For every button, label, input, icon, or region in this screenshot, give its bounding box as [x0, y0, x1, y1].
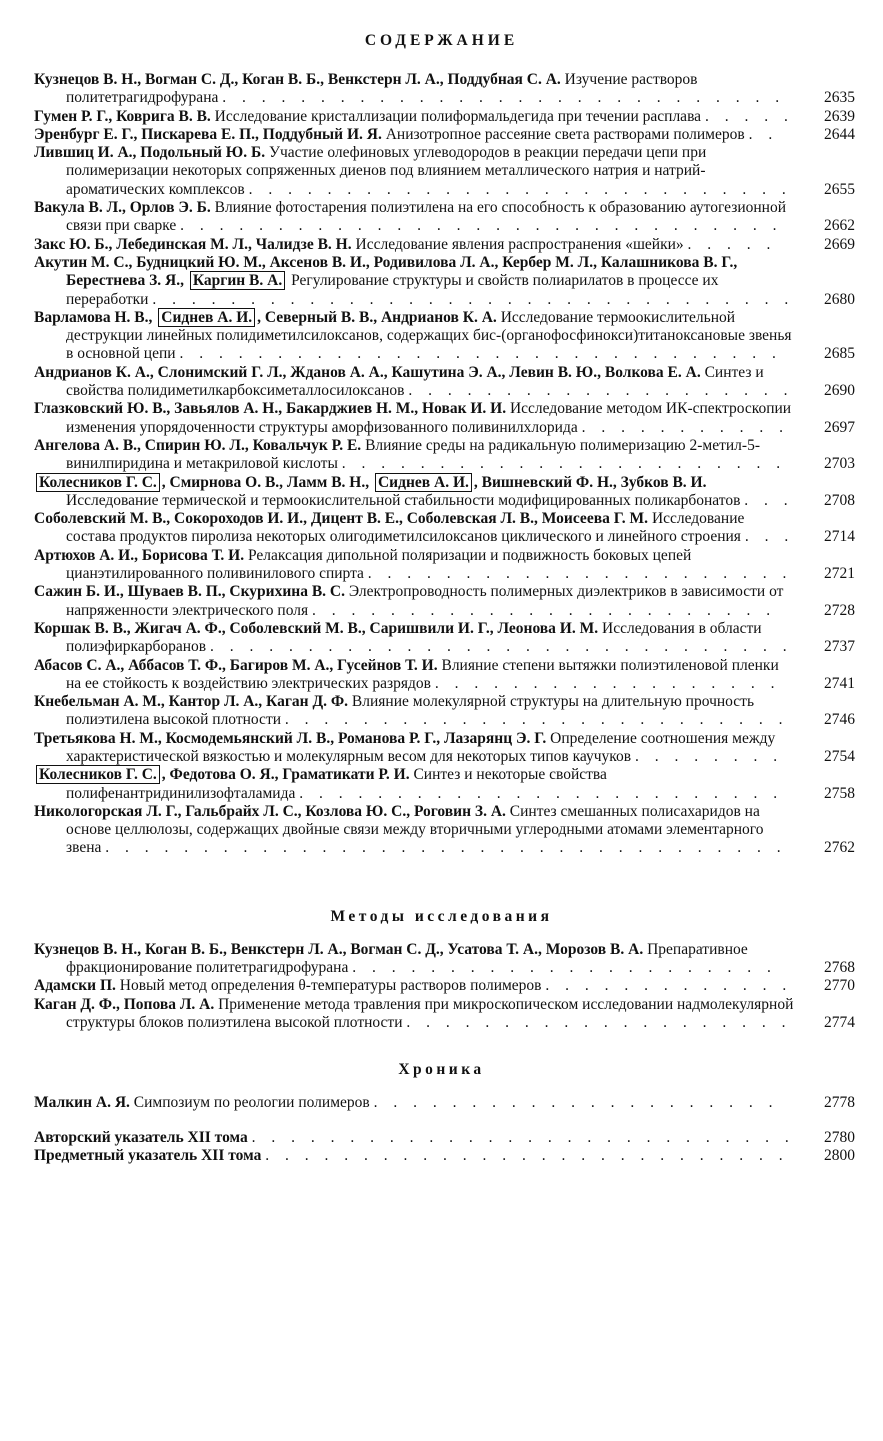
leader-dots: . . . . . . . . . . . . . . . . . . . . — [408, 382, 794, 400]
entry-authors: , Северный В. В., Андрианов К. А. — [257, 308, 497, 326]
page-number: 2655 — [824, 180, 855, 198]
entry-authors: Глазковский Ю. В., Завьялов А. Н., Бакарджиев Н. М., Новак И. И. — [34, 400, 507, 418]
leader-dots: . . . . . . . . . . . . . . . . . . . . . . . . . . . . . — [222, 89, 786, 107]
indexes-list — [34, 1129, 855, 1166]
leader-dots: . . . . . . . . . . . . . . . . . . . . . . — [367, 565, 793, 583]
page-number: 2703 — [824, 455, 855, 473]
leader-dots: . . . . . . . . . . . . . . . . . . . . . . . . . . . — [265, 1146, 789, 1164]
entry-authors: Гумен Р. Г., Коврига В. В. — [34, 107, 211, 125]
entry-authors: Сажин Б. И., Шуваев В. П., Скурихина В. С. — [34, 583, 345, 601]
entry-title: Синтез смешанных полисахаридов на основе целлюлозы, содержащих двойные связи между вторичными углеродными атомами элементарного звена — [66, 802, 764, 857]
contents-heading: СОДЕРЖАНИЕ — [364, 32, 519, 49]
toc-entry[interactable] — [34, 510, 855, 547]
toc-entry[interactable] — [34, 657, 855, 694]
entry-authors: Коршак В. В., Жигач А. Ф., Соболевский М. В., Саришвили И. Г., Леонова И. М. — [34, 619, 599, 637]
toc-entry[interactable] — [34, 254, 855, 309]
leader-dots: . . . . . . . . — [634, 747, 784, 765]
page-number: 2737 — [824, 638, 855, 656]
entry-title: Исследование состава продуктов пиролиза некоторых олигодиметилсилоксанов циклического и линейного строения — [66, 510, 745, 546]
toc-entry-text — [34, 510, 795, 547]
page-number: 2697 — [824, 418, 855, 436]
deceased-author-box: Каргин В. А. — [190, 271, 285, 290]
leader-dots: . . . . . — [687, 235, 777, 253]
entry-title: Влияние фотостарения полиэтилена на его способность к образованию аутогезионной связи при сварке — [66, 199, 787, 235]
page-number: 2758 — [824, 784, 855, 802]
page-number: 2721 — [824, 565, 855, 583]
toc-entry[interactable] — [34, 977, 855, 995]
entry-authors: Третьякова Н. М., Космодемьянский Л. В., Романова Р. Г., Лазарянц Э. Г. — [34, 729, 547, 747]
toc-entry-text — [34, 977, 795, 995]
entry-authors: Лившиц И. А., Подольный Ю. Б. — [34, 144, 266, 162]
leader-dots: . . . . . . . . . . . . . . . . . . . . — [406, 1013, 792, 1031]
entry-title: Электропроводность полимерных диэлектриков в зависимости от напряженности электрического поля — [66, 583, 784, 619]
entry-title: Анизотропное рассеяние света растворами полимеров — [385, 125, 745, 143]
page-number: 2635 — [824, 89, 855, 107]
entry-title: Релаксация дипольной поляризации и подвижность боковых цепей цианэтилированного поливинилового спирта — [66, 546, 692, 583]
toc-entry[interactable] — [34, 583, 855, 620]
toc-entry-text — [34, 71, 795, 108]
deceased-author-box: Сиднев А. И. — [158, 308, 255, 327]
toc-entry-text — [34, 547, 795, 584]
toc-entry[interactable] — [34, 400, 855, 437]
entry-title: Изучение растворов политетрагидрофурана — [66, 71, 698, 107]
entry-title: Исследование методом ИК-спектроскопии изменения упорядоченности структуры аморфизованного поливинилхлорида — [66, 400, 792, 436]
leader-dots: . . . . . . . . . . . . . . . . . . . . . . . . . . — [284, 711, 789, 729]
entry-title: Влияние степени вытяжки полиэтиленовой пленки на ее стойкость к воздействию электрических разрядов — [66, 656, 779, 692]
page-number: 2662 — [824, 217, 855, 235]
page-number: 2800 — [824, 1146, 855, 1164]
entry-title: Применение метода травления при микроскопическом исследовании надмолекулярной структуры блоков полиэтилена высокой плотности — [66, 995, 794, 1031]
entry-authors: , Федотова О. Я., Граматикати Р. И. — [161, 766, 410, 784]
toc-entry-text — [34, 437, 795, 474]
deceased-author-box: Колесников Г. С. — [36, 473, 160, 492]
toc-entry[interactable] — [34, 437, 855, 474]
deceased-author-box: Сиднев А. И. — [375, 473, 472, 492]
entry-title: Симпозиум по реологии полимеров — [133, 1094, 370, 1112]
toc-entry-text — [34, 766, 795, 803]
entry-title: Исследование кристаллизации полиформальдегида при течении расплава — [214, 107, 702, 125]
toc-entry[interactable] — [34, 108, 855, 126]
leader-dots: . . — [748, 125, 779, 143]
entry-authors: , Вишневский Ф. Н., Зубков В. И. — [473, 473, 707, 491]
entry-title: Определение соотношения между характеристической вязкостью и молекулярным весом для некоторых типов каучуков — [66, 729, 776, 765]
toc-entry[interactable] — [34, 620, 855, 657]
entry-title: Синтез и некоторые свойства полифенантридинилизофталамида — [66, 766, 607, 802]
toc-entry-text — [34, 1129, 795, 1147]
toc-entry[interactable] — [34, 474, 855, 511]
entry-authors: Соболевский М. В., Сокороходов И. И., Дицент В. Е., Соболевская Л. В., Моисеева Г. М. — [34, 510, 649, 528]
toc-entry-text — [34, 730, 795, 767]
toc-entry[interactable] — [34, 803, 855, 858]
chronicle-heading: Хроника — [398, 1061, 485, 1079]
chronicle-list — [34, 1094, 855, 1112]
entry-title: Влияние молекулярной структуры на длительную прочность полиэтилена высокой плотности — [66, 693, 755, 729]
page-number: 2762 — [824, 839, 855, 857]
toc-entry[interactable] — [34, 236, 855, 254]
leader-dots: . . . . . . . . . . . . . . . . . . . . . . . . . . . . . . . — [179, 345, 782, 363]
leader-dots: . . . — [744, 491, 794, 509]
leader-dots: . . . . . . . . . . . . . . . . . . . . . . . . . . . . — [248, 180, 792, 198]
page-number: 2768 — [824, 959, 855, 977]
entry-title: Влияние среды на радикальную полимеризацию 2-метил-5-винилпиридина и метакриловой кислоты — [66, 436, 760, 473]
entry-authors: Авторский указатель XII тома — [34, 1128, 248, 1146]
leader-dots: . . . . . . . . . . . . . . . . . . . . . . . — [341, 455, 787, 473]
page-number: 2778 — [824, 1094, 855, 1112]
page-number: 2780 — [824, 1128, 855, 1146]
page-number: 2690 — [824, 382, 855, 400]
entry-authors: Предметный указатель XII тома — [34, 1146, 262, 1164]
entry-authors: Акутин М. С., Будницкий Ю. М., Аксенов В. И., Родивилова Л. А., Кербер М. Л., Калашникова В. Г., Берестнева З. Я., — [34, 253, 738, 290]
toc-entry-text — [34, 996, 795, 1033]
entry-authors: Кнебельман А. М., Кантор Л. А., Каган Д. Ф. — [34, 693, 349, 711]
page-number: 2639 — [824, 107, 855, 125]
leader-dots: . . . . . . . . . . . . . . . . . . . . . . — [352, 959, 777, 977]
toc-entry[interactable] — [34, 766, 855, 803]
toc-entry-text — [34, 108, 795, 126]
entry-title: Исследования в области полиэфиркарборанов — [66, 619, 762, 656]
entry-authors: Артюхов А. И., Борисова Т. И. — [34, 546, 245, 564]
page-number: 2741 — [824, 674, 855, 692]
toc-entry-text — [34, 803, 795, 858]
toc-entry-text — [34, 693, 795, 730]
entry-authors: Адамски П. — [34, 977, 116, 995]
entry-authors: Ангелова А. В., Спирин Ю. Л., Ковальчук Р. Е. — [34, 436, 362, 454]
entry-authors: Малкин А. Я. — [34, 1094, 130, 1112]
toc-entry[interactable] — [34, 126, 855, 144]
toc-entry[interactable] — [34, 693, 855, 730]
entry-title: Синтез и свойства полидиметилкарбоксиметаллосилоксанов — [66, 363, 764, 400]
entry-authors: Вакула В. Л., Орлов Э. Б. — [34, 199, 211, 217]
entry-authors: Кузнецов В. Н., Вогман С. Д., Коган В. Б., Венкстерн Л. А., Поддубная С. А. — [34, 71, 561, 88]
contents-list — [34, 71, 855, 858]
page-number: 2728 — [824, 601, 855, 619]
leader-dots: . . . . . . . . . . . — [581, 418, 789, 436]
toc-entry[interactable] — [34, 1094, 855, 1112]
leader-dots: . . . . . — [704, 107, 794, 125]
page-number: 2685 — [824, 345, 855, 363]
toc-entry-text — [34, 199, 795, 236]
entry-authors: Каган Д. Ф., Попова Л. А. — [34, 995, 215, 1013]
toc-entry-text — [34, 400, 795, 437]
leader-dots: . . . . . . . . . . . . . . . . . . . . . . . . . . . . — [251, 1128, 795, 1146]
entry-authors: Эренбург Е. Г., Пискарева Е. П., Поддубный И. Я. — [34, 125, 382, 143]
toc-entry-text — [34, 236, 795, 254]
toc-entry-text — [34, 941, 795, 978]
page-number: 2708 — [824, 491, 855, 509]
entry-title: Новый метод определения θ-температуры растворов полимеров — [119, 977, 542, 995]
entry-authors: Никологорская Л. Г., Гальбрайх Л. С., Козлова Ю. С., Роговин З. А. — [34, 802, 506, 820]
deceased-author-box: Колесников Г. С. — [36, 765, 160, 784]
toc-entry-text — [34, 657, 795, 694]
toc-entry-text — [34, 1147, 795, 1165]
toc-entry[interactable] — [34, 547, 855, 584]
leader-dots: . . . . . . . . . . . . . . . . . . . . . — [373, 1094, 779, 1112]
toc-entry[interactable] — [34, 941, 855, 978]
leader-dots: . . . . . . . . . . . . . . . . . . — [434, 674, 781, 692]
leader-dots: . . . . . . . . . . . . . — [545, 977, 793, 995]
leader-dots: . . . . . . . . . . . . . . . . . . . . . . . . . . . . . . . . . — [152, 290, 795, 308]
entry-title: Препаративное фракционирование политетрагидрофурана — [66, 940, 748, 977]
page-number: 2770 — [824, 977, 855, 995]
leader-dots: . . . . . . . . . . . . . . . . . . . . . . . . . . . . . . — [209, 638, 793, 656]
page-number: 2714 — [824, 528, 855, 546]
page-number: 2644 — [824, 125, 855, 143]
leader-dots: . . . . . . . . . . . . . . . . . . . . . . . . . — [299, 784, 784, 802]
entry-authors: Закс Ю. Б., Лебединская М. Л., Чалидзе В. Н. — [34, 235, 352, 253]
entry-title: Участие олефиновых углеводородов в реакции передачи цепи при полимеризации некоторых сопряженных диенов под влиянием металлического натрия и натрий-ароматических комплексов — [66, 144, 707, 198]
entry-title: Исследование термоокислительной деструкции линейных полидиметилсилоксанов, содержащих бис-(органофосфинокси)титаноксановые звенья в основной цепи — [66, 308, 792, 363]
leader-dots: . . . — [744, 528, 795, 546]
page-number: 2680 — [824, 290, 855, 308]
page-number: 2754 — [824, 747, 855, 765]
page-number: 2746 — [824, 711, 855, 729]
leader-dots: . . . . . . . . . . . . . . . . . . . . . . . . — [312, 601, 777, 619]
toc-entry-text — [34, 254, 795, 309]
entry-title: Регулирование структуры и свойств полиарилатов в процессе их переработки — [66, 272, 719, 308]
leader-dots: . . . . . . . . . . . . . . . . . . . . . . . . . . . . . . . — [180, 217, 783, 235]
toc-entry[interactable] — [34, 199, 855, 236]
page-number: 2669 — [824, 235, 855, 253]
toc-entry-text — [34, 309, 795, 364]
toc-entry-text — [34, 126, 795, 144]
page-number: 2774 — [824, 1013, 855, 1031]
toc-entry-text — [34, 474, 795, 511]
toc-entry[interactable] — [34, 71, 855, 108]
toc-entry[interactable] — [34, 1147, 855, 1165]
leader-dots: . . . . . . . . . . . . . . . . . . . . . . . . . . . . . . . . . . . — [105, 839, 787, 857]
toc-entry[interactable] — [34, 730, 855, 767]
entry-authors: Варламова Н. В., — [34, 308, 153, 326]
toc-entry[interactable] — [34, 144, 855, 199]
toc-entry-text — [34, 583, 795, 620]
entry-title: Исследование термической и термоокислительной стабильности модифицированных поликарбонатов — [66, 491, 741, 509]
toc-entry[interactable] — [34, 364, 855, 401]
toc-entry-text — [34, 1094, 795, 1112]
entry-authors: Абасов С. А., Аббасов Т. Ф., Багиров М. А., Гусейнов Т. И. — [34, 656, 438, 674]
toc-entry-text — [34, 620, 795, 657]
entry-authors: Кузнецов В. Н., Коган В. Б., Венкстерн Л. А., Вогман С. Д., Усатова Т. А., Морозов В. А. — [34, 940, 644, 958]
entry-authors: Андрианов К. А., Слонимский Г. Л., Жданов А. А., Кашутина Э. А., Левин В. Ю., Волкова Е. А. — [34, 363, 701, 381]
entry-title: Исследование явления распространения «шейки» — [355, 235, 684, 253]
entry-authors: , Смирнова О. В., Ламм В. Н., — [161, 473, 370, 491]
toc-entry[interactable] — [34, 1129, 855, 1147]
methods-heading: Методы исследования — [330, 907, 553, 925]
toc-entry-text — [34, 144, 795, 199]
methods-list — [34, 941, 855, 1032]
toc-entry[interactable] — [34, 996, 855, 1033]
toc-entry-text — [34, 364, 795, 401]
toc-entry[interactable] — [34, 309, 855, 364]
